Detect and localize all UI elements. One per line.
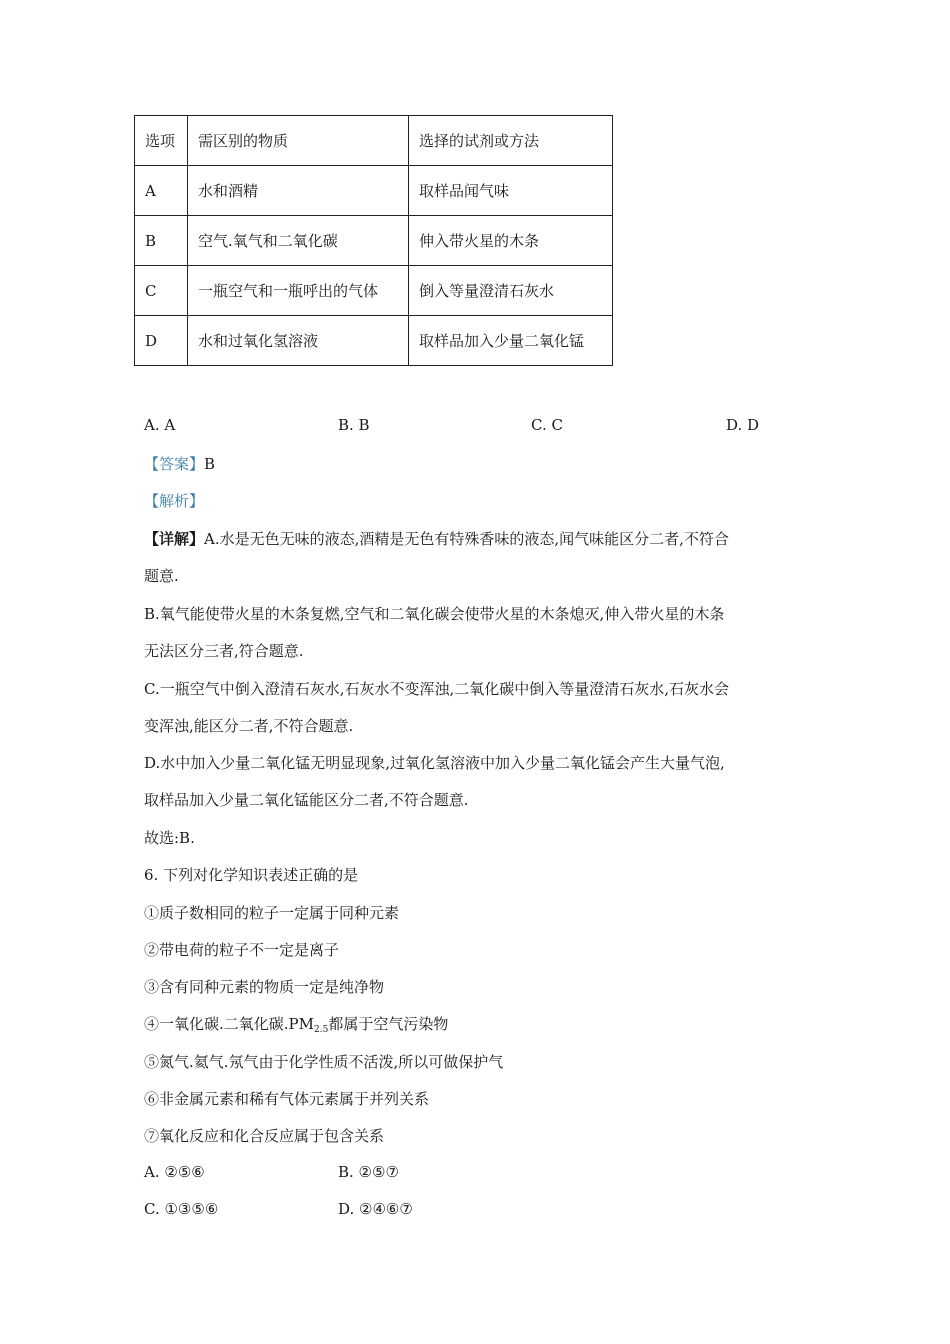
table-cell: A	[135, 166, 188, 216]
options-table	[134, 115, 613, 366]
q6-item: ⑥非金属元素和稀有气体元素属于并列关系	[144, 1090, 430, 1108]
q6-choice-b: B. ②⑤⑦	[338, 1163, 399, 1181]
table-row	[135, 316, 613, 366]
table-row	[135, 216, 613, 266]
table-cell: 一瓶空气和一瓶呼出的气体	[188, 266, 409, 316]
table-row	[135, 266, 613, 316]
detail-line: C.一瓶空气中倒入澄清石灰水,石灰水不变浑浊,二氧化碳中倒入等量澄清石灰水,石灰水会	[144, 680, 730, 698]
q6-stem: 6. 下列对化学知识表述正确的是	[144, 866, 359, 884]
table-cell: 水和酒精	[188, 166, 409, 216]
table-header-row	[135, 116, 613, 166]
q6-item: ⑦氧化反应和化合反应属于包含关系	[144, 1127, 385, 1145]
q6-choice-d: D. ②④⑥⑦	[338, 1200, 413, 1218]
table-row	[135, 166, 613, 216]
table-cell: 伸入带火星的木条	[409, 216, 613, 266]
table-header-cell: 选择的试剂或方法	[409, 116, 613, 166]
detail-line	[144, 528, 729, 549]
detail-line: 无法区分三者,符合题意.	[144, 642, 304, 660]
detail-line: 取样品加入少量二氧化锰能区分二者,不符合题意.	[144, 791, 469, 809]
q6-item: ②带电荷的粒子不一定是离子	[144, 941, 340, 959]
pm-subscript: 2.5	[314, 1025, 329, 1035]
q5-choice-c: C. C	[531, 416, 563, 434]
detail-tag: 【详解】	[144, 530, 205, 548]
answer-value: B	[204, 455, 216, 473]
detail-line: 题意.	[144, 567, 179, 585]
table-cell: 取样品加入少量二氧化锰	[409, 316, 613, 366]
table-header-cell: 选项	[135, 116, 188, 166]
q6-item-tail: 都属于空气污染物	[328, 1015, 449, 1033]
table-cell: 水和过氧化氢溶液	[188, 316, 409, 366]
table-cell: C	[135, 266, 188, 316]
q6-choice-c: C. ①③⑤⑥	[144, 1200, 219, 1218]
table-cell: 取样品闻气味	[409, 166, 613, 216]
q5-choice-a: A. A	[144, 416, 176, 434]
q6-item	[144, 1013, 448, 1035]
table-cell: D	[135, 316, 188, 366]
q6-item: ⑤氮气.氦气.氖气由于化学性质不活泼,所以可做保护气	[144, 1053, 504, 1071]
q6-choice-a: A. ②⑤⑥	[144, 1163, 205, 1181]
detail-line: 变浑浊,能区分二者,不符合题意.	[144, 717, 354, 735]
table-cell: 空气.氧气和二氧化碳	[188, 216, 409, 266]
q6-item: ①质子数相同的粒子一定属于同种元素	[144, 904, 400, 922]
q6-item-text: ④一氧化碳.二氧化碳.PM	[144, 1015, 314, 1033]
detail-line: B.氧气能使带火星的木条复燃,空气和二氧化碳会使带火星的木条熄灭,伸入带火星的木条	[144, 605, 725, 623]
answer-tag: 【答案】	[144, 455, 205, 473]
detail-line: D.水中加入少量二氧化锰无明显现象,过氧化氢溶液中加入少量二氧化锰会产生大量气泡,	[144, 754, 725, 772]
table-header-cell: 需区别的物质	[188, 116, 409, 166]
detail-text: A.水是无色无味的液态,酒精是无色有特殊香味的液态,闻气味能区分二者,不符合	[204, 530, 729, 548]
answer-line	[144, 453, 215, 474]
conclusion-line: 故选:B.	[144, 829, 195, 847]
q5-choice-d: D. D	[726, 416, 760, 434]
table-cell: 倒入等量澄清石灰水	[409, 266, 613, 316]
analysis-tag: 【解析】	[144, 492, 205, 510]
q5-choice-b: B. B	[338, 416, 370, 434]
table-cell: B	[135, 216, 188, 266]
q6-item: ③含有同种元素的物质一定是纯净物	[144, 978, 385, 996]
